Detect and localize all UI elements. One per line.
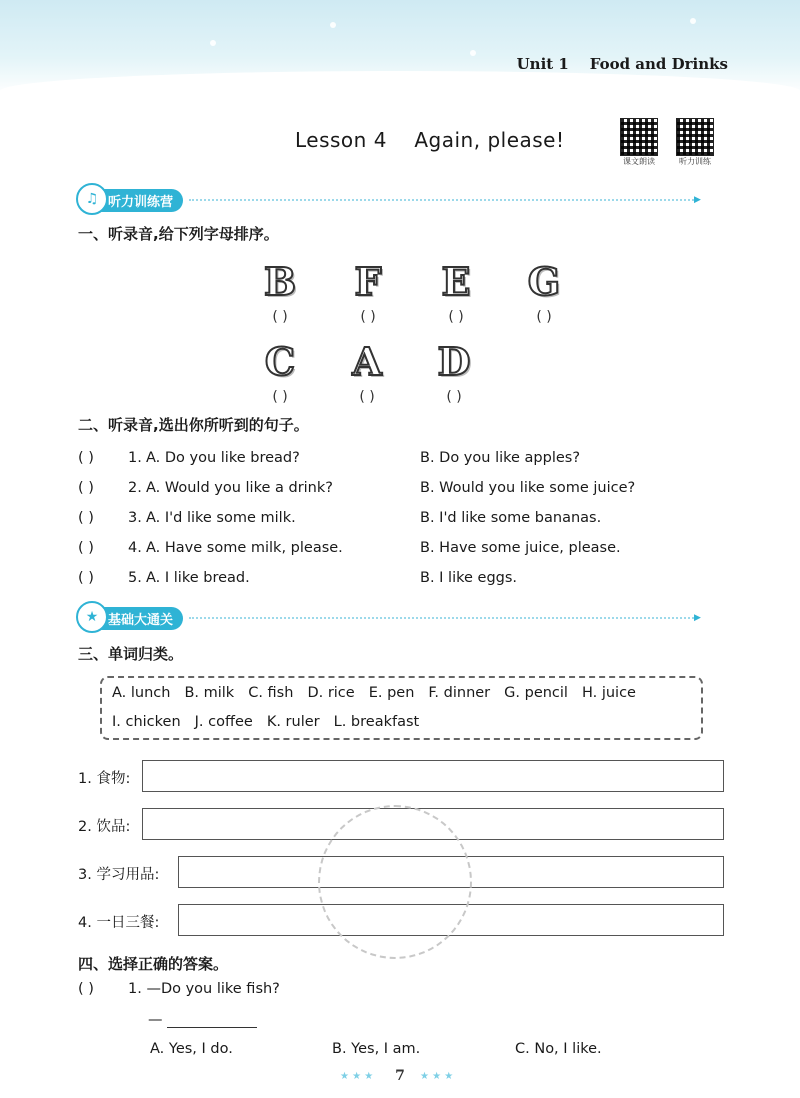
option-a[interactable]: A. Would you like a drink?: [146, 480, 333, 496]
part4-options: [150, 1041, 602, 1057]
answer-blank[interactable]: ( ): [360, 309, 376, 325]
item-number: 2.: [128, 480, 142, 496]
part4-heading: 四、选择正确的答案。: [78, 955, 229, 973]
item-number: 4.: [128, 540, 142, 556]
letter-item: [426, 333, 482, 405]
letter-item: [428, 253, 484, 325]
part4-question: [78, 981, 280, 997]
letter-glyph: D: [437, 338, 471, 384]
answer-paren[interactable]: ( ): [78, 510, 94, 526]
qr-block-reading[interactable]: [620, 118, 658, 167]
option-b[interactable]: B. I'd like some bananas.: [420, 510, 602, 526]
qr-code-icon[interactable]: [676, 118, 714, 156]
option-b[interactable]: B. Would you like some juice?: [420, 480, 636, 496]
footer-stars-right: ★ ★ ★: [420, 1071, 454, 1082]
answer-paren[interactable]: ( ): [78, 480, 94, 496]
letter-card-hat: [426, 333, 482, 389]
option-b[interactable]: B. I like eggs.: [420, 570, 518, 586]
option-a[interactable]: A. Have some milk, please.: [146, 540, 343, 556]
part1-heading: 一、听录音,给下列字母排序。: [78, 225, 279, 243]
letter-glyph: E: [441, 258, 471, 304]
item-number: 5.: [128, 570, 142, 586]
answer-paren[interactable]: ( ): [78, 450, 94, 466]
letter-row-2: [252, 333, 482, 405]
section-tag-basic: [82, 606, 701, 630]
unit-title: Unit 1 Food and Drinks: [516, 55, 728, 73]
section-tag-pill: [82, 607, 183, 630]
option-b[interactable]: B. Yes, I am.: [332, 1041, 421, 1057]
lesson-title: Lesson 4 Again, please!: [295, 128, 565, 152]
letter-card-cow: [252, 253, 308, 309]
letter-row-1: [252, 253, 572, 325]
letter-item: [252, 333, 308, 405]
question-text: 1. —Do you like fish?: [128, 981, 280, 997]
answer-blank[interactable]: ( ): [448, 309, 464, 325]
fill-blank[interactable]: [167, 1013, 257, 1028]
word-bank-row-1: [112, 685, 636, 701]
word-item: I. chicken: [112, 714, 181, 730]
qr-caption: 听力训练: [679, 157, 711, 166]
word-bank: [100, 676, 703, 740]
letter-item: [516, 253, 572, 325]
category-label-food: 1. 食物:: [78, 771, 131, 787]
snow-dot: [470, 50, 476, 56]
answer-paren[interactable]: ( ): [78, 540, 94, 556]
arrow-right-icon: ▶: [694, 613, 701, 623]
letter-card-deer: [428, 253, 484, 309]
qr-caption: 课文朗读: [623, 157, 655, 166]
word-item: L. breakfast: [333, 714, 420, 730]
star-icon: ★: [76, 601, 108, 633]
snow-dot: [690, 18, 696, 24]
arrow-right-icon: ▶: [694, 195, 701, 205]
category-label-meals: 4. 一日三餐:: [78, 915, 160, 931]
answer-blank[interactable]: ( ): [446, 389, 462, 405]
answer-line: [148, 1012, 257, 1028]
list-item: [78, 503, 718, 533]
letter-item: [339, 333, 395, 405]
option-c[interactable]: C. No, I like.: [515, 1041, 602, 1057]
answer-blank[interactable]: ( ): [272, 309, 288, 325]
answer-blank[interactable]: ( ): [359, 389, 375, 405]
answer-paren[interactable]: ( ): [78, 570, 94, 586]
letter-item: [340, 253, 396, 325]
section-tag-pill: [82, 189, 183, 212]
option-b[interactable]: B. Do you like apples?: [420, 450, 581, 466]
option-a[interactable]: A. I like bread.: [146, 570, 250, 586]
list-item: [78, 533, 718, 563]
list-item: [78, 473, 718, 503]
letter-item: [252, 253, 308, 325]
answer-blank[interactable]: ( ): [272, 389, 288, 405]
category-label-school-supplies: 3. 学习用品:: [78, 867, 160, 883]
option-a[interactable]: A. I'd like some milk.: [146, 510, 296, 526]
word-item: J. coffee: [194, 714, 253, 730]
section-tag-listening: [82, 188, 701, 212]
answer-paren[interactable]: ( ): [78, 981, 94, 997]
dotted-divider: [189, 617, 694, 619]
item-number: 1.: [128, 450, 142, 466]
word-item: F. dinner: [428, 685, 491, 701]
footer-stars-left: ★ ★ ★: [340, 1071, 374, 1082]
headphones-icon: ♫: [76, 183, 108, 215]
snow-dot: [330, 22, 336, 28]
page-number: 7: [395, 1068, 405, 1084]
answer-box-food[interactable]: [142, 760, 724, 792]
letter-card-bee: [339, 333, 395, 389]
qr-code-icon[interactable]: [620, 118, 658, 156]
letter-card-panda: [340, 253, 396, 309]
word-item: H. juice: [581, 685, 636, 701]
word-item: D. rice: [307, 685, 355, 701]
word-item: E. pen: [368, 685, 415, 701]
word-item: B. milk: [184, 685, 235, 701]
qr-block-listening[interactable]: [676, 118, 714, 167]
header-band: [0, 0, 800, 95]
option-a[interactable]: A. Do you like bread?: [146, 450, 300, 466]
category-label-drinks: 2. 饮品:: [78, 819, 131, 835]
section-tag-label: 基础大通关: [108, 612, 174, 628]
option-a[interactable]: A. Yes, I do.: [150, 1041, 233, 1057]
header-wave: [0, 71, 800, 95]
item-number: 3.: [128, 510, 142, 526]
list-item: [78, 563, 718, 593]
word-item: G. pencil: [504, 685, 568, 701]
dash: —: [148, 1012, 163, 1028]
letter-glyph: F: [354, 258, 382, 304]
word-item: K. ruler: [266, 714, 320, 730]
section-tag-label: 听力训练营: [108, 194, 174, 210]
letter-glyph: C: [264, 338, 296, 384]
part2-heading: 二、听录音,选出你所听到的句子。: [78, 416, 309, 434]
word-item: C. fish: [248, 685, 294, 701]
letter-glyph: B: [263, 258, 297, 304]
part2-list: [78, 443, 718, 593]
watermark-stamp: [318, 805, 472, 959]
letter-glyph: A: [352, 338, 382, 384]
part3-heading: 三、单词归类。: [78, 645, 184, 663]
snow-dot: [210, 40, 216, 46]
option-b[interactable]: B. Have some juice, please.: [420, 540, 621, 556]
letter-card-giraffe: [516, 253, 572, 309]
word-item: A. lunch: [112, 685, 171, 701]
list-item: [78, 443, 718, 473]
letter-glyph: G: [527, 258, 561, 304]
word-bank-row-2: [112, 714, 419, 730]
dotted-divider: [189, 199, 694, 201]
letter-card-cat: [252, 333, 308, 389]
answer-blank[interactable]: ( ): [536, 309, 552, 325]
